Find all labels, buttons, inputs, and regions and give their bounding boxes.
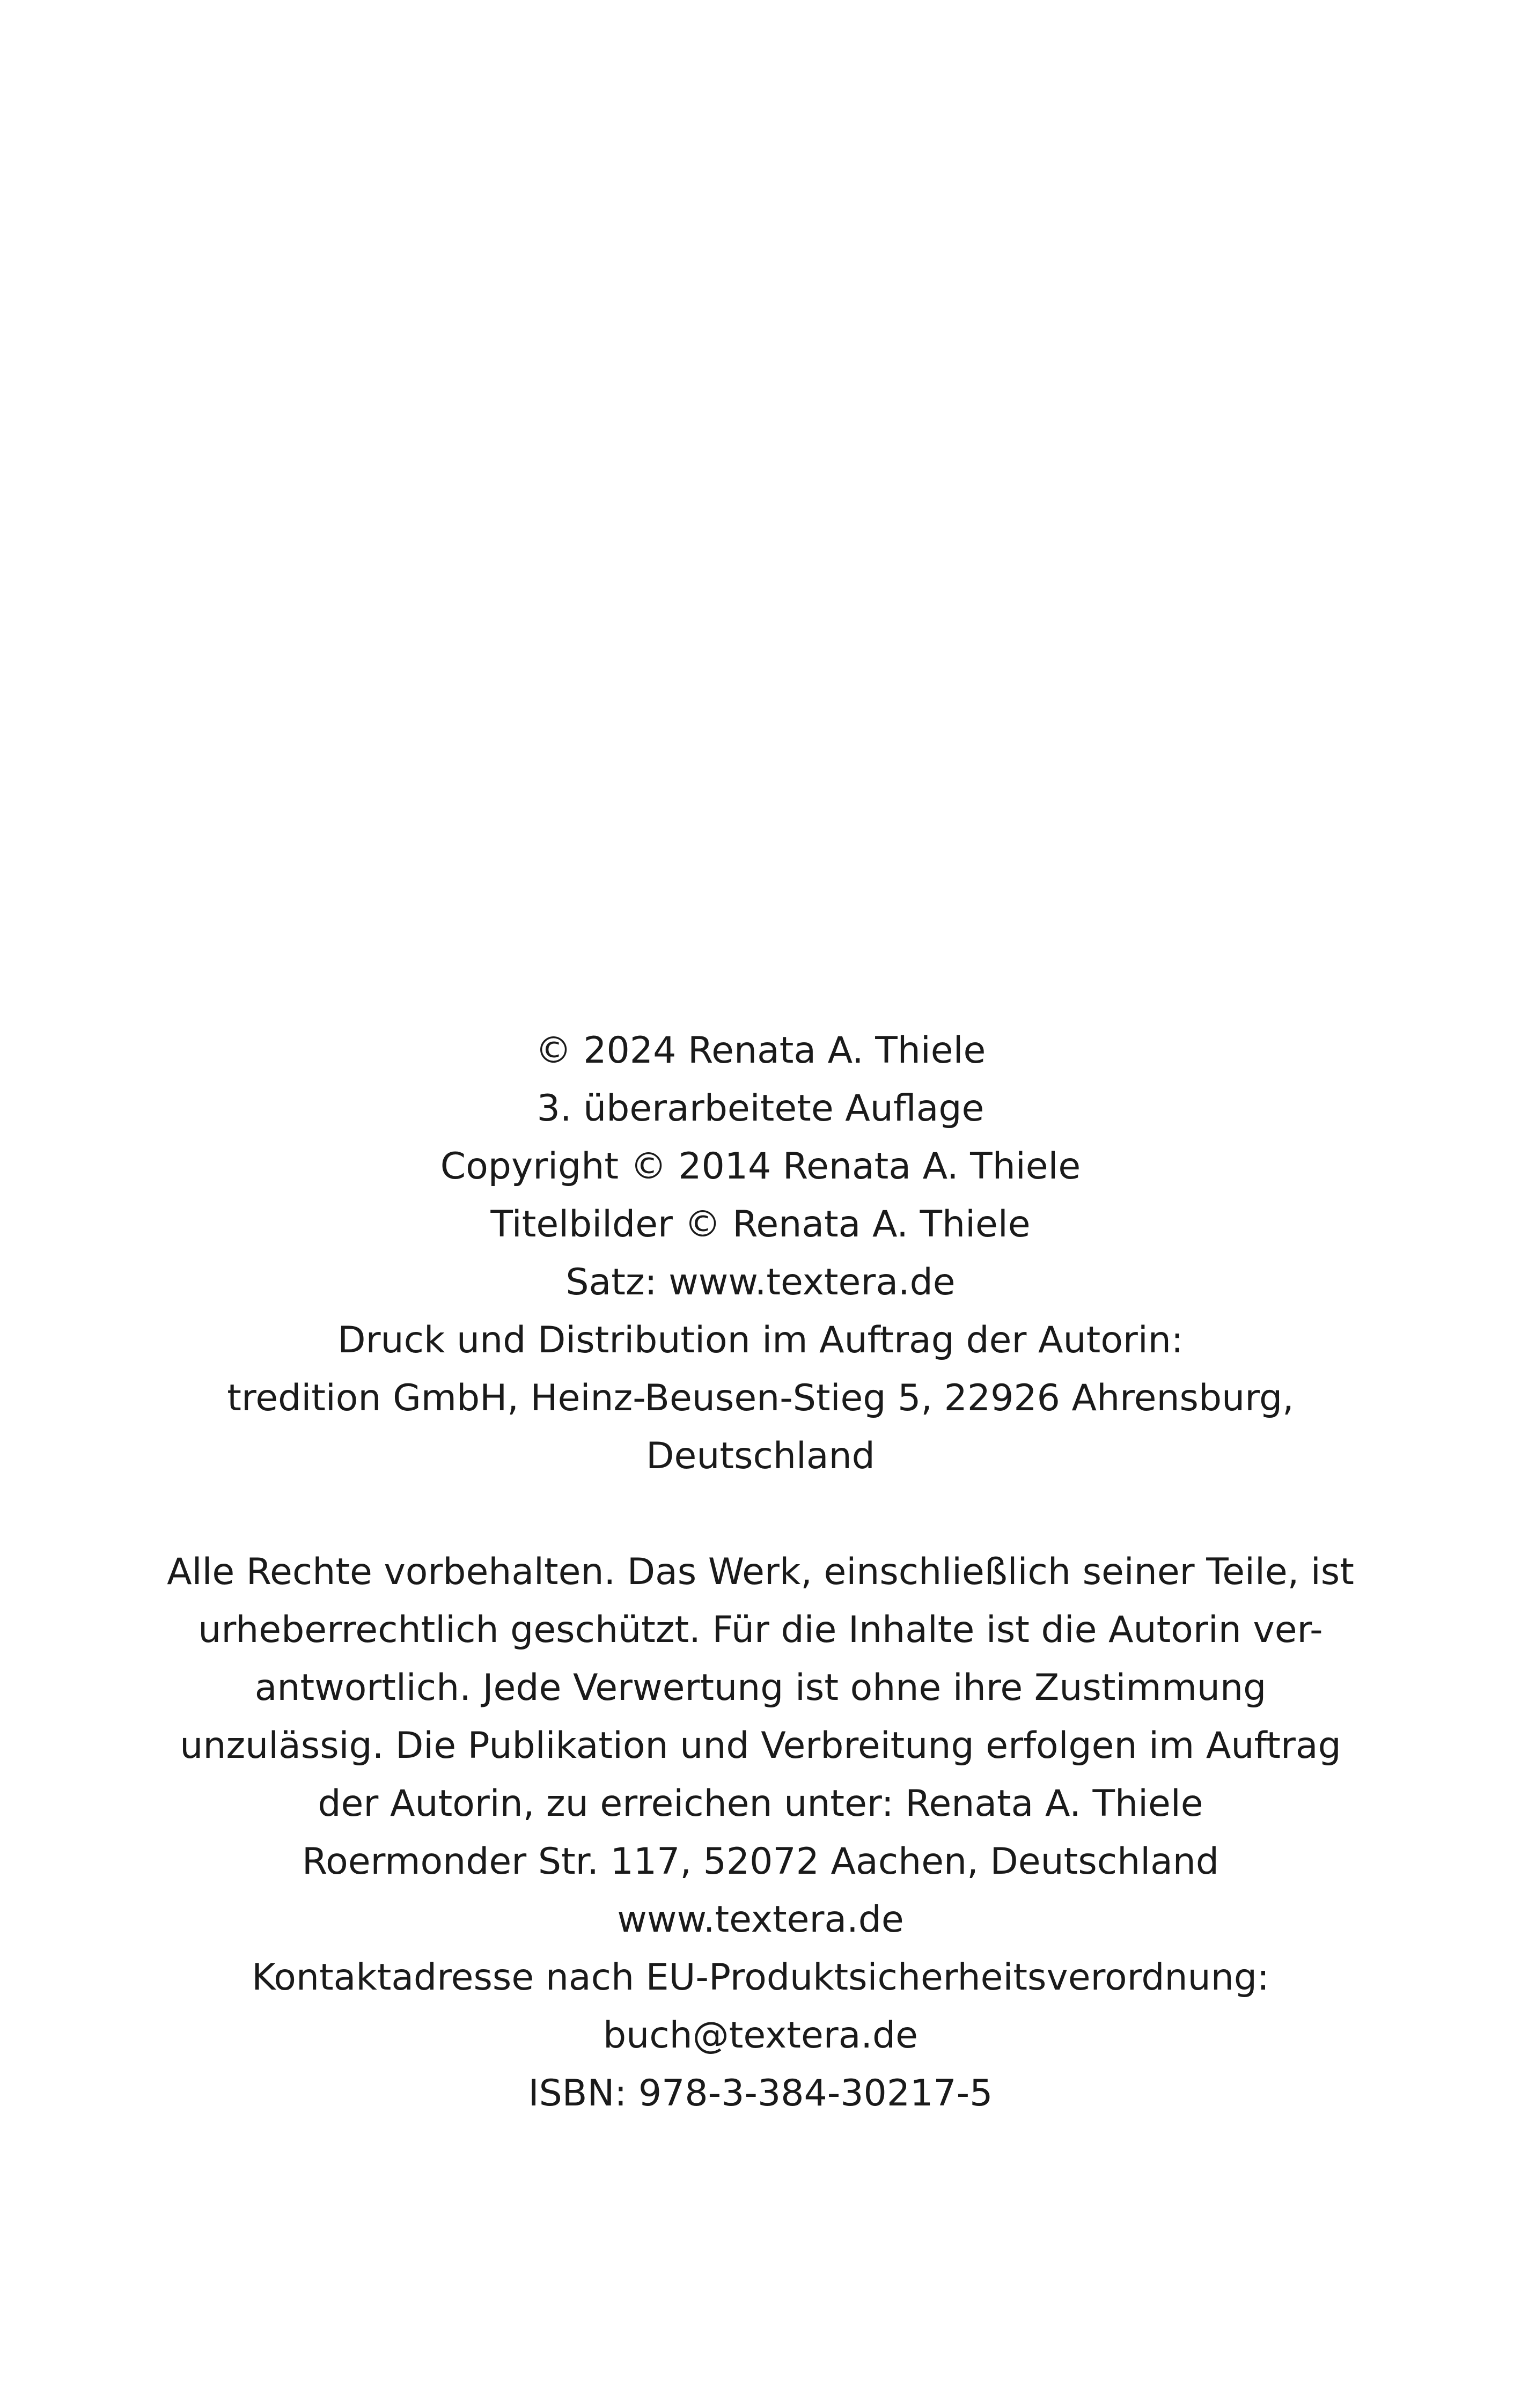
imprint-block [0, 1022, 1521, 2123]
typesetting-credit: Satz: www.textera.de [565, 1261, 956, 1304]
paragraph-gap [0, 1485, 1521, 1543]
rights-line-4: unzulässig. Die Publikation und Verbreitung erfolgen im Auftrag [180, 1725, 1341, 1767]
edition-line: 3. überarbeitete Auflage [537, 1087, 984, 1130]
author-address-line: Roermonder Str. 117, 52072 Aachen, Deutschland [302, 1840, 1219, 1883]
copyright-line: © 2024 Renata A. Thiele [535, 1029, 986, 1072]
cover-images-credit: Titelbilder © Renata A. Thiele [490, 1203, 1031, 1246]
rights-line-5: der Autorin, zu erreichen unter: Renata A. Thiele [318, 1783, 1203, 1825]
rights-line-2: urheberrechtlich geschützt. Für die Inhalte ist die Autorin ver- [198, 1609, 1323, 1651]
rights-line-1: Alle Rechte vorbehalten. Das Werk, einschließlich seiner Teile, ist [167, 1551, 1354, 1593]
isbn-line: ISBN: 978-3-384-30217-5 [528, 2072, 993, 2115]
contact-heading-line: Kontaktadresse nach EU-Produktsicherheitsverordnung: [252, 1956, 1269, 1999]
publisher-country-line: Deutschland [646, 1435, 875, 1477]
website-line: www.textera.de [617, 1898, 904, 1941]
printing-distribution-line: Druck und Distribution im Auftrag der Autorin: [337, 1319, 1184, 1361]
publisher-address-line: tredition GmbH, Heinz-Beusen-Stieg 5, 22926 Ahrensburg, [227, 1377, 1294, 1419]
rights-line-3: antwortlich. Jede Verwertung ist ohne ihre Zustimmung [254, 1667, 1267, 1709]
contact-email-line: buch@textera.de [602, 2014, 919, 2057]
original-copyright-line: Copyright © 2014 Renata A. Thiele [440, 1145, 1081, 1188]
